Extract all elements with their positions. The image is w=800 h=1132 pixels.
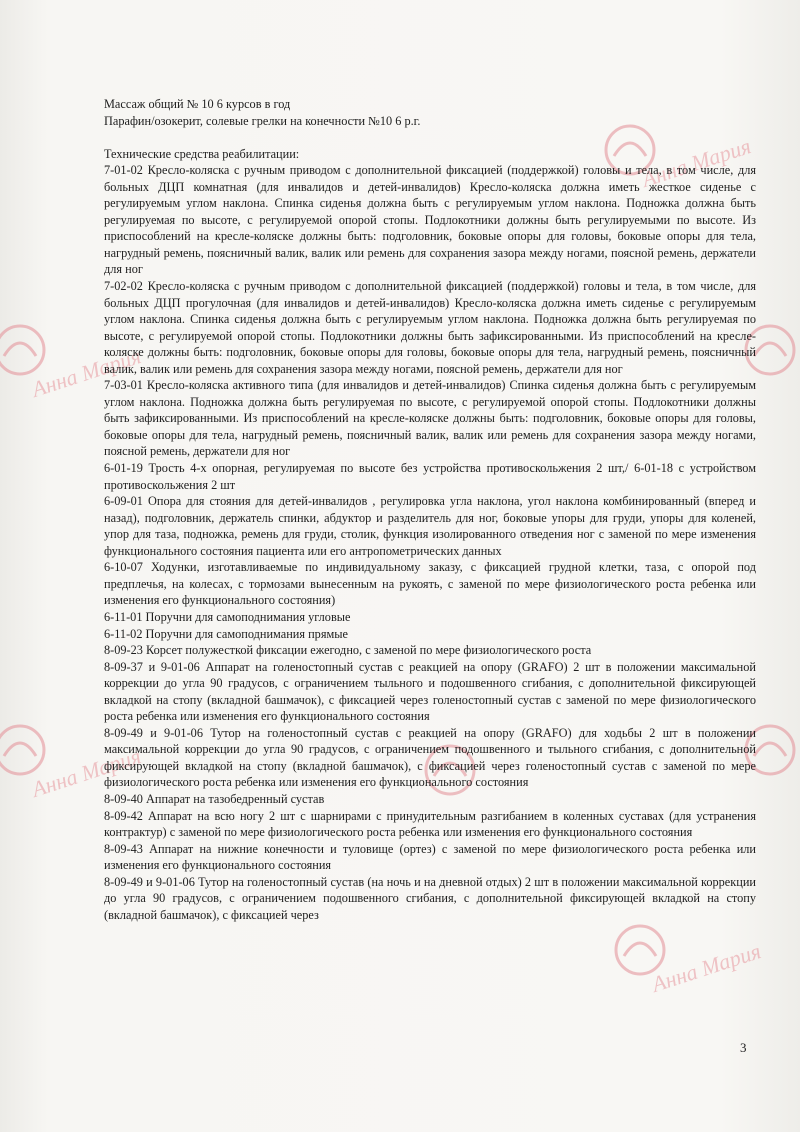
watermark-text: Анна Мария [638,133,754,192]
page-number: 3 [740,1040,747,1055]
document-paragraph: 8-09-42 Аппарат на всю ногу 2 шт с шарнирами с принудительным разгибанием в коленных суставах (для устранения контрактур) с заменой по мере физиологического роста ребенка или изменения его функционального состояния [104,808,756,840]
document-body [104,96,756,923]
document-paragraph: 6-09-01 Опора для стояния для детей-инвалидов , регулировка угла наклона, угол наклона комбинированный (вперед и назад), подголовник, держатель спинки, абдуктор и разделитель для ног, боковые упоры для груди, упоры для коленей, упор для таза, подножка, ремень для груди, столик, функция изолированного отведения ног с заменой по мере изменения функционального состояния пациента или его антропометрических данных [104,494,756,558]
document-paragraph: Массаж общий № 10 6 курсов в год [104,97,291,111]
document-paragraph: 6-11-01 Поручни для самоподнимания угловые [104,609,351,624]
document-paragraph: 8-09-40 Аппарат на тазобедренный сустав [104,791,325,806]
document-paragraph: 7-02-02 Кресло-коляска с ручным приводом с дополнительной фиксацией (поддержкой) головы и тела, в том числе, для больных ДЦП прогулочная (для инвалидов и детей-инвалидов) Кресло-коляска должна иметь сиденье с регулируемым углом наклона. Спинка сиденья должна быть с регулируемым углом наклона. Подножка должна быть регулируемая по высоте, с регулируемой опорой стопы. Подлокотники должны быть зафиксированными. Из приспособлений на кресле-коляске должны быть: подголовник, боковые опоры для головы, боковые опоры для тела, нагрудный ремень, поясничный валик, валик или ремень для сохранения зазора между ногами, поясной ремень, держатели для ног [104,279,756,376]
document-paragraph: 6-10-07 Ходунки, изготавливаемые по индивидуальному заказу, с фиксацией грудной клетки, таза, с опорой под предплечья, на колесах, с тормозами вынесенным на рукоять, с заменой по мере физиологического роста ребенка или изменения его функционального состояния) [104,560,756,608]
document-paragraph: 6-11-02 Поручни для самоподнимания прямые [104,626,348,641]
document-paragraph: Технические средства реабилитации: [104,146,300,161]
document-paragraph: 8-09-37 и 9-01-06 Аппарат на голеностопный сустав с реакцией на опору (GRAFO) 2 шт в положении максимальной коррекции до угла 90 градусов, с ограничением тыльного и подошвенного сгибания, с дополнительной фиксирующей вкладкой на стопу (вкладной башмачок), с фиксацией через голеностопный сустав с заменой по мере физиологического роста ребенка или изменения его функционального состояния [104,659,756,724]
document-paragraph [104,129,756,146]
document-paragraph: Парафин/озокерит, солевые грелки на конечности №10 6 р.г. [104,113,421,128]
document-paragraph: 8-09-43 Аппарат на нижние конечности и туловище (ортез) с заменой по мере физиологического роста ребенка или изменения его функционального состояния [104,841,756,873]
document-paragraph: 7-03-01 Кресло-коляска активного типа (для инвалидов и детей-инвалидов) Спинка сиденья должна быть с регулируемым углом наклона. Подножка должна быть регулируемая по высоте, с регулируемой опорой стопы. Подлокотники должны быть зафиксированными. Из приспособлений на кресле-коляске должны быть: подголовник, боковые опоры для головы, боковые опоры для тела, нагрудный ремень, поясничный валик, валик или ремень для сохранения зазора между ногами, поясной ремень, держатели для ног [104,378,756,459]
document-paragraph: 7-01-02 Кресло-коляска с ручным приводом с дополнительной фиксацией (поддержкой) головы и тела, в том числе, для больных ДЦП комнатная (для инвалидов и детей-инвалидов) Кресло-коляска должна иметь жесткое сиденье с регулируемым углом наклона. Спинка сиденья должна быть с регулируемым углом наклона. Подножка должна быть регулируемая по высоте, с регулируемой опорой стопы. Подлокотники должны быть регулируемыми по высоте. Из приспособлений на кресле-коляске должны быть: подголовник, боковые опоры для головы, боковые опоры для тела, нагрудный ремень, поясничный валик, валик или ремень для сохранения зазора между ногами, поясной ремень, держатели для ног [104,163,756,277]
watermark-text: Анна Мария [28,343,144,402]
document-paragraph: 6-01-19 Трость 4-х опорная, регулируемая по высоте без устройства противоскольжения 2 шт,/ 6-01-18 с устройством противоскольжения 2 шт [104,461,756,492]
watermark-text: Анна Мария [648,938,764,997]
watermark-text: Анна Мария [28,743,144,802]
document-paragraph: 8-09-49 и 9-01-06 Тутор на голеностопный сустав с реакцией на опору (GRAFO) для ходьбы 2 шт в положении максимальной коррекции до угла 90 градусов, с ограничением подошвенного и тыльного сгибания, с дополнительной фиксирующей вкладкой на стопу (вкладной башмачок), с фиксацией через голеностопный сустав с заменой по мере физиологического роста ребенка или изменения его функционального состояния [104,725,756,790]
document-paragraph: 8-09-49 и 9-01-06 Тутор на голеностопный сустав (на ночь и на дневной отдых) 2 шт в положении максимальной коррекции до угла 90 градусов, с ограничением подошвенного сгибания, с дополнительной фиксирующей вкладкой на стопу (вкладной башмачок), с фиксацией через [104,874,756,922]
document-paragraph: 8-09-23 Корсет полужесткой фиксации ежегодно, с заменой по мере физиологического роста [104,643,592,658]
